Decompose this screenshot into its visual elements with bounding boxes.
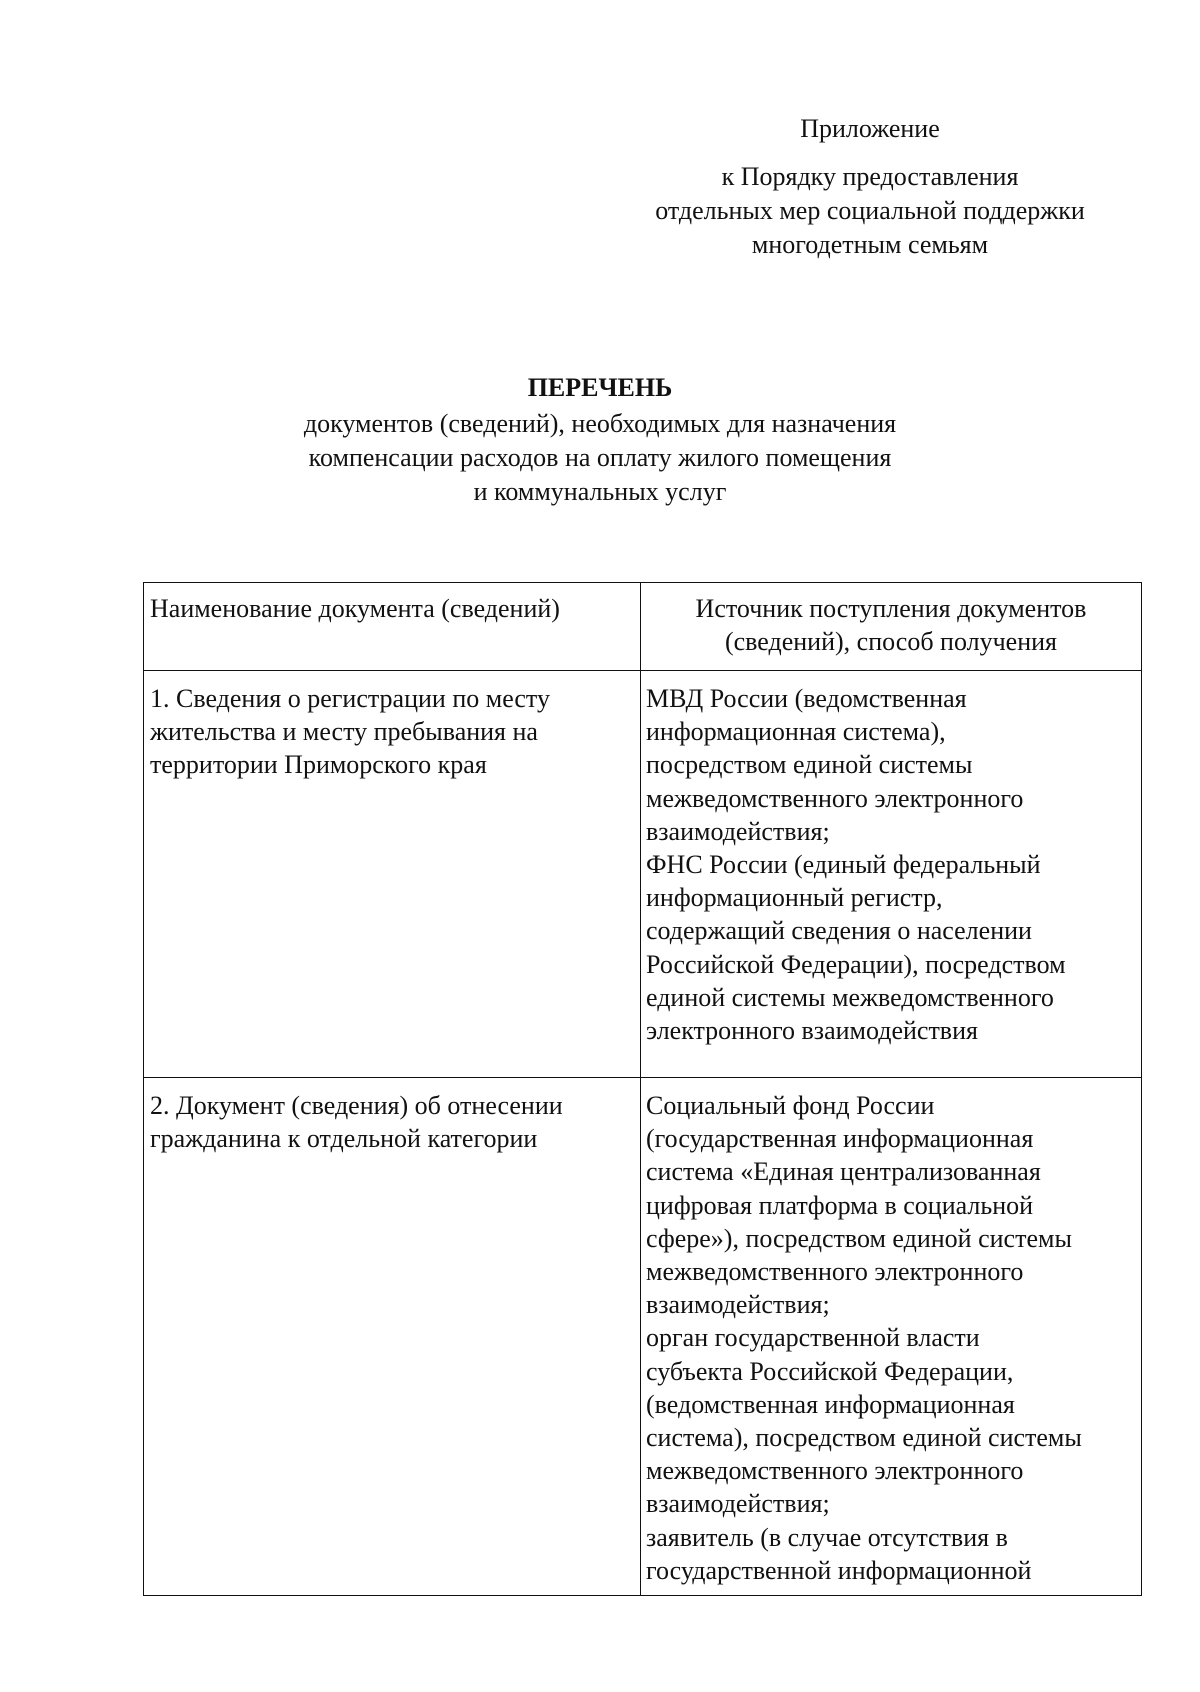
cell-text: заявитель (в случае отсутствия в xyxy=(646,1522,1008,1552)
document-subtitle-line: и коммунальных услуг xyxy=(473,477,727,506)
cell-text: (государственная информационная xyxy=(646,1124,1034,1154)
cell-text: территории Приморского края xyxy=(150,750,487,780)
cell-text: система), посредством единой системы xyxy=(646,1423,1082,1453)
cell-text: Российской Федерации), посредством xyxy=(646,949,1066,979)
cell-text: 1. Сведения о регистрации по месту xyxy=(150,684,550,713)
cell-text: 2. Документ (сведения) об отнесении xyxy=(150,1091,563,1120)
header-text: Наименование документа (сведений) xyxy=(150,594,560,623)
cell-text: сфере»), посредством единой системы xyxy=(646,1223,1072,1253)
cell-text: взаимодействия; xyxy=(646,1489,830,1519)
cell-text: содержащий сведения о населении xyxy=(646,916,1032,946)
header-text: Источник поступления документов xyxy=(695,594,1087,623)
cell-text: межведомственного электронного xyxy=(646,783,1024,813)
cell-text: орган государственной власти xyxy=(646,1323,980,1353)
table-row xyxy=(144,671,1142,1078)
documents-table xyxy=(143,582,1142,1596)
appendix-line: к Порядку предоставления xyxy=(721,162,1019,191)
cell-text: гражданина к отдельной категории xyxy=(150,1124,538,1154)
table-row xyxy=(144,1078,1142,1596)
cell-text: единой системы межведомственного xyxy=(646,982,1054,1012)
header-cell-document-name xyxy=(144,583,641,671)
cell-text: электронного взаимодействия xyxy=(646,1016,978,1046)
cell-document-name xyxy=(144,1078,641,1596)
cell-text: межведомственного электронного xyxy=(646,1257,1024,1287)
cell-text: Социальный фонд России xyxy=(646,1091,935,1120)
table-header-row xyxy=(144,583,1142,671)
cell-text: ФНС России (единый федеральный xyxy=(646,850,1041,880)
cell-text: (ведомственная информационная xyxy=(646,1389,1015,1419)
cell-text: межведомственного электронного xyxy=(646,1456,1024,1486)
document-heading xyxy=(300,371,900,509)
appendix-line: отдельных мер социальной поддержки xyxy=(655,196,1085,225)
cell-text: система «Единая централизованная xyxy=(646,1157,1041,1187)
header-cell-source xyxy=(641,583,1142,671)
cell-source xyxy=(641,1078,1142,1596)
document-subtitle-line: документов (сведений), необходимых для назначения xyxy=(303,409,897,438)
cell-document-name xyxy=(144,671,641,1078)
document-subtitle-line: компенсации расходов на оплату жилого помещения xyxy=(308,443,892,472)
appendix-line: многодетным семьям xyxy=(751,230,989,259)
cell-text: взаимодействия; xyxy=(646,816,830,846)
cell-text: субъекта Российской Федерации, xyxy=(646,1356,1014,1386)
cell-text: взаимодействия; xyxy=(646,1290,830,1320)
cell-source xyxy=(641,671,1142,1078)
cell-text: жительства и месту пребывания на xyxy=(150,717,538,747)
cell-text: посредством единой системы xyxy=(646,750,973,780)
header-text: (сведений), способ получения xyxy=(724,627,1057,657)
cell-text: МВД России (ведомственная xyxy=(646,684,967,713)
cell-text: информационная система), xyxy=(646,717,946,747)
cell-text: цифровая платформа в социальной xyxy=(646,1190,1034,1220)
cell-text: информационный регистр, xyxy=(646,883,943,913)
appendix-title: Приложение xyxy=(800,114,940,143)
document-title: ПЕРЕЧЕНЬ xyxy=(527,373,673,402)
appendix-block xyxy=(620,112,1120,262)
cell-text: государственной информационной xyxy=(646,1555,1032,1585)
